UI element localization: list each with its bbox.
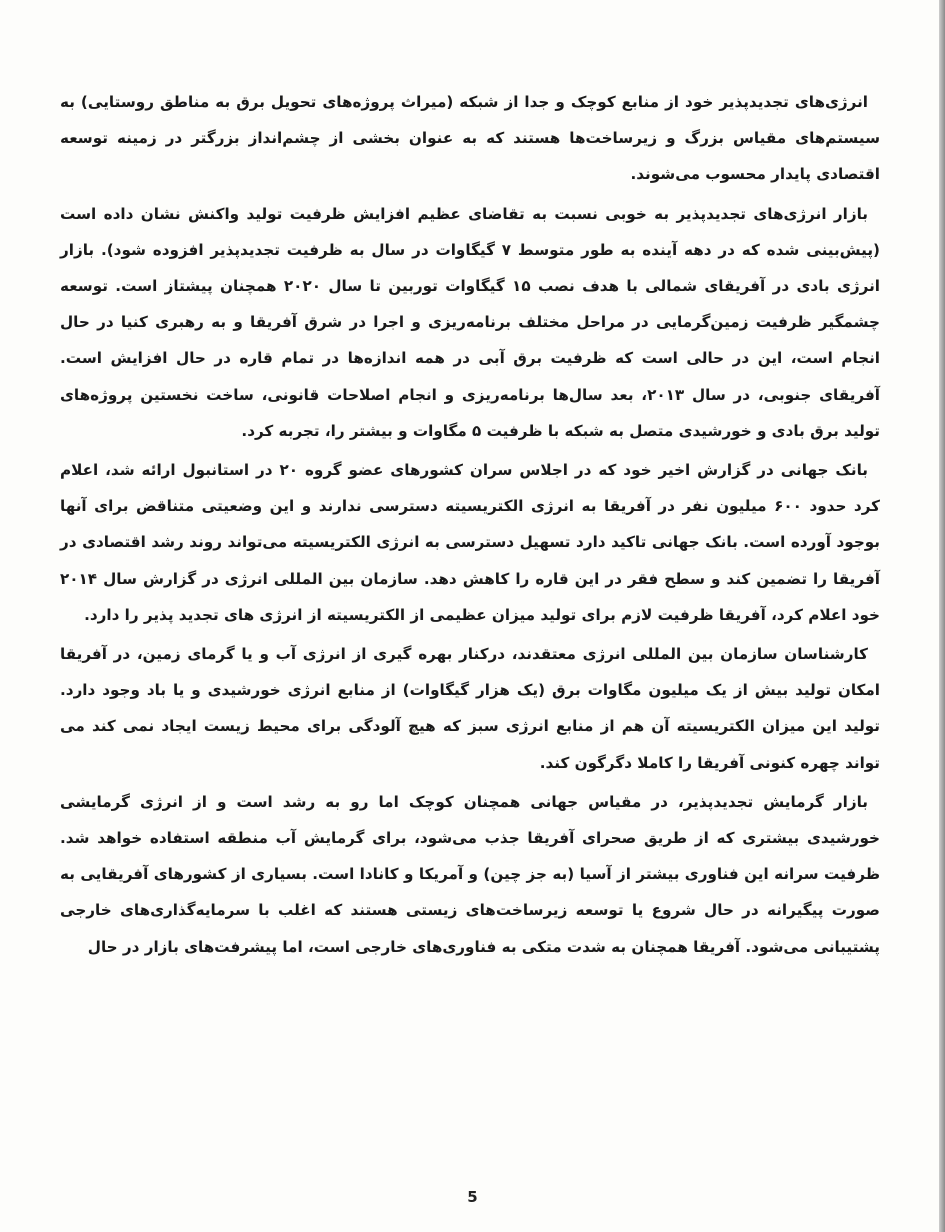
paragraph-1: انرژی‌های تجدیدپذیر خود از منابع کوچک و جدا از شبکه (میراث پروژه‌های تحویل برق به مناطق روستایی) به سیستم‌های مقیاس بزرگ و زیرساخت‌ها هستند که به عنوان بخشی از چشم‌انداز بزرگتر در زمینه توسعه اقتصادی پایدار محسوب می‌شوند.: [60, 93, 880, 184]
paragraph-3: بانک جهانی در گزارش اخیر خود که در اجلاس سران کشورهای عضو گروه ۲۰ در استانبول ارائه شد، اعلام کرد حدود ۶۰۰ میلیون نفر در آفریقا به انرژی الکتریسیته دسترسی ندارند و این وضعیتی متناقض برای آنها بوجود آورده است. بانک جهانی تاکید دارد تسهیل دسترسی به انرژی الکتریسیته می‌تواند روند رشد اقتصادی در آفریقا را تضمین کند و سطح فقر در این قاره را کاهش دهد. سازمان بین المللی انرژی در گزارش سال ۲۰۱۴ خود اعلام کرد، آفریقا ظرفیت لازم برای تولید میزان عظیمی از الکتریسیته از انرژی های تجدید پذیر را دارد.: [60, 461, 880, 624]
paragraph-2: بازار انرژی‌های تجدیدپذیر به خوبی نسبت به تقاضای عظیم افزایش ظرفیت تولید واکنش نشان داده است (پیش‌بینی شده که در دهه آینده به طور متوسط ۷ گیگاوات در سال به ظرفیت تجدیدپذیر افزوده شود). بازار انرژی بادی در آفریقای شمالی با هدف نصب ۱۵ گیگاوات توربین تا سال ۲۰۲۰ همچنان پیشتاز است. توسعه چشمگیر ظرفیت زمین‌گرمایی در مراحل مختلف برنامه‌ریزی و اجرا در شرق آفریقا و به رهبری کنیا در حال انجام است، این در حالی است که ظرفیت برق آبی در همه اندازه‌ها در تمام قاره در حال افزایش است. آفریقای جنوبی، در سال ۲۰۱۳، بعد سال‌ها برنامه‌ریزی و انجام اصلاحات قانونی، ساخت نخستین پروژه‌های تولید برق بادی و خورشیدی متصل به شبکه با ظرفیت ۵ مگاوات و بیشتر را، تجربه کرد.: [60, 204, 881, 440]
scan-edge-shadow: [939, 0, 945, 1232]
body-text: [60, 84, 880, 968]
paragraph-4: کارشناسان سازمان بین المللی انرژی معتقدند، درکنار بهره گیری از انرژی آب و یا گرمای زمین، در آفریقا امکان تولید بیش از یک میلیون مگاوات برق (یک هزار گیگاوات) از منابع انرژی خورشیدی و یا باد وجود دارد. تولید این میزان الکتریسیته آن هم از منابع انرژی سبز که هیچ آلودگی برای محیط زیست ایجاد نمی کند می تواند چهره کنونی آفریقا را کاملا دگرگون کند.: [60, 645, 880, 772]
paragraph-5: بازار گرمایش تجدیدپذیر، در مقیاس جهانی همچنان کوچک اما رو به رشد است و از انرژی گرمایشی خورشیدی بیشتری که از طریق صحرای آفریقا جذب می‌شود، برای گرمایش آب منطقه استفاده خواهد شد. ظرفیت سرانه این فناوری بیشتر از آسیا (به جز چین) و آمریکا و کانادا است. بسیاری از کشورهای آفریقایی به صورت پیگیرانه در حال شروع یا توسعه زیرساخت‌های زیستی هستند که اغلب با سرمایه‌گذاری‌های خارجی پشتیبانی می‌شود. آفریقا همچنان به شدت متکی به فناوری‌های خارجی است، اما پیشرفت‌های بازار در حال: [60, 792, 880, 956]
page-number: 5: [467, 1188, 478, 1206]
